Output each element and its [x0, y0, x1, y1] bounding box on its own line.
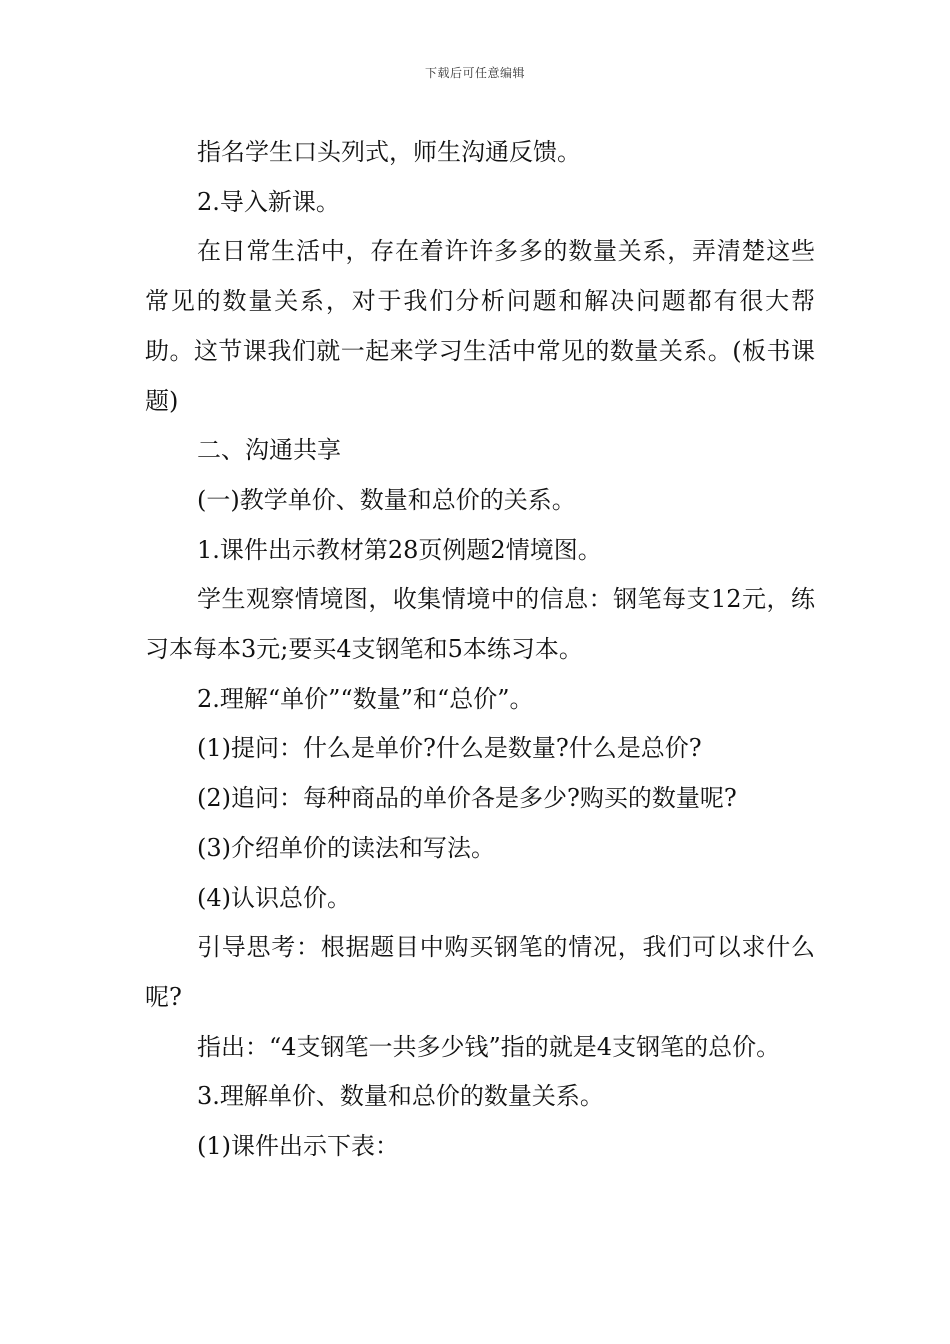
paragraph: 2.导入新课。 [197, 187, 340, 216]
paragraph: (3)介绍单价的读法和写法。 [197, 833, 495, 862]
paragraph: 学生观察情境图，收集情境中的信息：钢笔每支12元，练习本每本3元;要买4支钢笔和5本练习本。 [145, 585, 815, 664]
paragraph: (1)提问：什么是单价?什么是数量?什么是总价? [197, 734, 702, 763]
paragraph: 2.理解“单价”“数量”和“总价”。 [197, 684, 534, 713]
paragraph: 在日常生活中，存在着许许多多的数量关系，弄清楚这些常见的数量关系，对于我们分析问题和解决问题都有很大帮助。这节课我们就一起来学习生活中常见的数量关系。(板书课题) [145, 237, 815, 415]
paragraph: 引导思考：根据题目中购买钢笔的情况，我们可以求什么呢? [145, 933, 815, 1011]
document-body [145, 128, 815, 1172]
paragraph: 1.课件出示教材第28页例题2情境图。 [197, 535, 602, 564]
subsection-heading: (一)教学单价、数量和总价的关系。 [197, 485, 576, 514]
page-header: 下载后可任意编辑 [424, 66, 525, 80]
paragraph: (1)课件出示下表： [197, 1132, 399, 1161]
paragraph: (2)追问：每种商品的单价各是多少?购买的数量呢? [197, 784, 737, 813]
paragraph: 3.理解单价、数量和总价的数量关系。 [197, 1082, 604, 1111]
paragraph: (4)认识总价。 [197, 883, 351, 912]
paragraph: 指出：“4支钢笔一共多少钱”指的就是4支钢笔的总价。 [197, 1032, 781, 1061]
section-heading: 二、沟通共享 [197, 436, 341, 465]
paragraph: 指名学生口头列式，师生沟通反馈。 [197, 138, 581, 166]
